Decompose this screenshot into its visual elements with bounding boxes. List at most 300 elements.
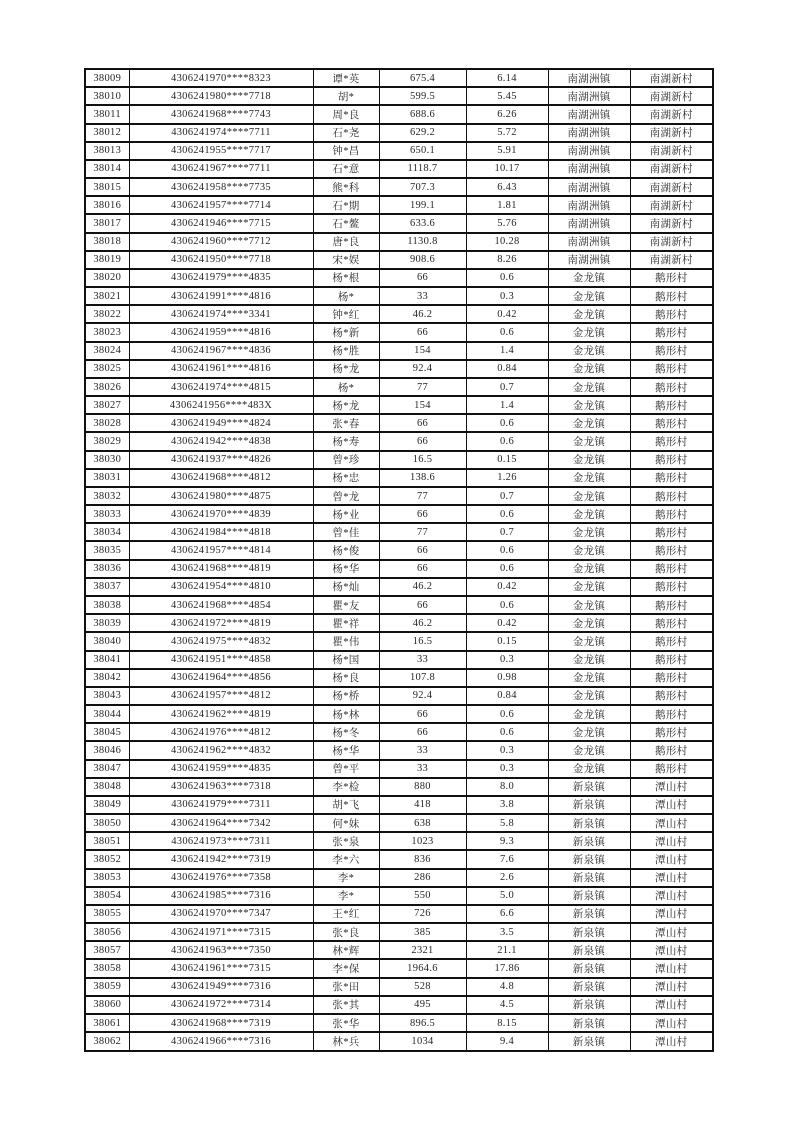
id-number-cell: 4306241949****4824	[129, 414, 313, 432]
name-cell: 谭*英	[313, 69, 379, 87]
name-cell: 杨*桥	[313, 687, 379, 705]
serial-number-cell: 38037	[85, 578, 129, 596]
name-cell: 杨*业	[313, 505, 379, 523]
table-row	[85, 614, 713, 632]
town-cell: 金龙镇	[548, 287, 630, 305]
serial-number-cell: 38040	[85, 632, 129, 650]
town-cell: 金龙镇	[548, 305, 630, 323]
town-cell: 南湖洲镇	[548, 178, 630, 196]
area-cell: 0.6	[466, 705, 548, 723]
serial-number-cell: 38016	[85, 196, 129, 214]
table-row	[85, 342, 713, 360]
amount-cell: 550	[379, 887, 466, 905]
name-cell: 石*尧	[313, 124, 379, 142]
id-number-cell: 4306241966****7316	[129, 1032, 313, 1051]
area-cell: 0.42	[466, 578, 548, 596]
id-number-cell: 4306241957****4812	[129, 687, 313, 705]
amount-cell: 599.5	[379, 87, 466, 105]
id-number-cell: 4306241964****7342	[129, 814, 313, 832]
town-cell: 金龙镇	[548, 432, 630, 450]
area-cell: 8.26	[466, 251, 548, 269]
id-number-cell: 4306241979****7311	[129, 796, 313, 814]
area-cell: 0.6	[466, 596, 548, 614]
id-number-cell: 4306241980****7718	[129, 87, 313, 105]
name-cell: 杨*俊	[313, 541, 379, 559]
town-cell: 南湖洲镇	[548, 196, 630, 214]
table-row	[85, 596, 713, 614]
serial-number-cell: 38032	[85, 487, 129, 505]
amount-cell: 495	[379, 996, 466, 1014]
town-cell: 金龙镇	[548, 269, 630, 287]
name-cell: 杨*寿	[313, 432, 379, 450]
id-number-cell: 4306241970****7347	[129, 905, 313, 923]
amount-cell: 46.2	[379, 305, 466, 323]
name-cell: 王*红	[313, 905, 379, 923]
amount-cell: 1964.6	[379, 959, 466, 977]
amount-cell: 154	[379, 342, 466, 360]
table-row	[85, 687, 713, 705]
village-cell: 鹅形村	[630, 705, 713, 723]
serial-number-cell: 38025	[85, 360, 129, 378]
village-cell: 潭山村	[630, 887, 713, 905]
serial-number-cell: 38051	[85, 832, 129, 850]
town-cell: 新泉镇	[548, 869, 630, 887]
id-number-cell: 4306241942****7319	[129, 850, 313, 868]
amount-cell: 688.6	[379, 105, 466, 123]
table-row	[85, 996, 713, 1014]
name-cell: 杨*冬	[313, 723, 379, 741]
name-cell: 石*期	[313, 196, 379, 214]
village-cell: 鹅形村	[630, 523, 713, 541]
village-cell: 潭山村	[630, 869, 713, 887]
town-cell: 金龙镇	[548, 741, 630, 759]
village-cell: 鹅形村	[630, 432, 713, 450]
serial-number-cell: 38019	[85, 251, 129, 269]
id-number-cell: 4306241963****7350	[129, 941, 313, 959]
serial-number-cell: 38061	[85, 1014, 129, 1032]
serial-number-cell: 38010	[85, 87, 129, 105]
id-number-cell: 4306241976****4812	[129, 723, 313, 741]
town-cell: 新泉镇	[548, 832, 630, 850]
name-cell: 杨*龙	[313, 396, 379, 414]
town-cell: 新泉镇	[548, 778, 630, 796]
table-row	[85, 869, 713, 887]
name-cell: 宋*娱	[313, 251, 379, 269]
table-row	[85, 651, 713, 669]
amount-cell: 33	[379, 287, 466, 305]
town-cell: 金龙镇	[548, 505, 630, 523]
town-cell: 新泉镇	[548, 814, 630, 832]
name-cell: 张*华	[313, 1014, 379, 1032]
serial-number-cell: 38058	[85, 959, 129, 977]
table-row	[85, 741, 713, 759]
village-cell: 潭山村	[630, 778, 713, 796]
amount-cell: 66	[379, 560, 466, 578]
area-cell: 8.0	[466, 778, 548, 796]
table-row	[85, 378, 713, 396]
serial-number-cell: 38038	[85, 596, 129, 614]
serial-number-cell: 38062	[85, 1032, 129, 1051]
id-number-cell: 4306241958****7735	[129, 178, 313, 196]
village-cell: 南湖新村	[630, 214, 713, 232]
id-number-cell: 4306241970****4839	[129, 505, 313, 523]
name-cell: 曾*平	[313, 760, 379, 778]
area-cell: 0.3	[466, 651, 548, 669]
serial-number-cell: 38041	[85, 651, 129, 669]
village-cell: 潭山村	[630, 941, 713, 959]
area-cell: 0.6	[466, 723, 548, 741]
name-cell: 杨*华	[313, 741, 379, 759]
serial-number-cell: 38020	[85, 269, 129, 287]
area-cell: 0.6	[466, 560, 548, 578]
serial-number-cell: 38050	[85, 814, 129, 832]
name-cell: 唐*良	[313, 233, 379, 251]
town-cell: 南湖洲镇	[548, 233, 630, 251]
serial-number-cell: 38018	[85, 233, 129, 251]
id-number-cell: 4306241960****7712	[129, 233, 313, 251]
amount-cell: 77	[379, 378, 466, 396]
table-row	[85, 887, 713, 905]
amount-cell: 638	[379, 814, 466, 832]
amount-cell: 33	[379, 741, 466, 759]
amount-cell: 726	[379, 905, 466, 923]
village-cell: 潭山村	[630, 832, 713, 850]
table-row	[85, 978, 713, 996]
serial-number-cell: 38043	[85, 687, 129, 705]
area-cell: 0.6	[466, 432, 548, 450]
town-cell: 金龙镇	[548, 469, 630, 487]
village-cell: 潭山村	[630, 814, 713, 832]
area-cell: 0.7	[466, 487, 548, 505]
area-cell: 5.76	[466, 214, 548, 232]
village-cell: 鹅形村	[630, 487, 713, 505]
village-cell: 鹅形村	[630, 560, 713, 578]
area-cell: 2.6	[466, 869, 548, 887]
serial-number-cell: 38023	[85, 323, 129, 341]
area-cell: 0.3	[466, 741, 548, 759]
town-cell: 金龙镇	[548, 414, 630, 432]
village-cell: 潭山村	[630, 959, 713, 977]
table-row	[85, 178, 713, 196]
amount-cell: 1034	[379, 1032, 466, 1051]
id-number-cell: 4306241974****4815	[129, 378, 313, 396]
area-cell: 6.43	[466, 178, 548, 196]
village-cell: 鹅形村	[630, 505, 713, 523]
name-cell: 杨*国	[313, 651, 379, 669]
name-cell: 李*	[313, 869, 379, 887]
village-cell: 鹅形村	[630, 669, 713, 687]
town-cell: 新泉镇	[548, 796, 630, 814]
id-number-cell: 4306241957****7714	[129, 196, 313, 214]
table-row	[85, 432, 713, 450]
table-row	[85, 251, 713, 269]
subsidy-records-table	[84, 68, 714, 1052]
table-row	[85, 396, 713, 414]
town-cell: 新泉镇	[548, 941, 630, 959]
id-number-cell: 4306241937****4826	[129, 451, 313, 469]
name-cell: 杨*	[313, 378, 379, 396]
area-cell: 0.3	[466, 760, 548, 778]
amount-cell: 528	[379, 978, 466, 996]
village-cell: 南湖新村	[630, 69, 713, 87]
area-cell: 1.26	[466, 469, 548, 487]
amount-cell: 633.6	[379, 214, 466, 232]
amount-cell: 33	[379, 760, 466, 778]
amount-cell: 385	[379, 923, 466, 941]
table-row	[85, 959, 713, 977]
table-row	[85, 760, 713, 778]
name-cell: 张*田	[313, 978, 379, 996]
village-cell: 鹅形村	[630, 723, 713, 741]
amount-cell: 154	[379, 396, 466, 414]
name-cell: 曾*珍	[313, 451, 379, 469]
village-cell: 鹅形村	[630, 632, 713, 650]
amount-cell: 92.4	[379, 360, 466, 378]
table-row	[85, 360, 713, 378]
amount-cell: 418	[379, 796, 466, 814]
table-row	[85, 632, 713, 650]
town-cell: 新泉镇	[548, 923, 630, 941]
id-number-cell: 4306241967****7711	[129, 160, 313, 178]
amount-cell: 199.1	[379, 196, 466, 214]
amount-cell: 66	[379, 323, 466, 341]
town-cell: 南湖洲镇	[548, 105, 630, 123]
town-cell: 金龙镇	[548, 669, 630, 687]
table-row	[85, 69, 713, 87]
name-cell: 瞿*友	[313, 596, 379, 614]
area-cell: 0.3	[466, 287, 548, 305]
serial-number-cell: 38055	[85, 905, 129, 923]
amount-cell: 92.4	[379, 687, 466, 705]
id-number-cell: 4306241968****4819	[129, 560, 313, 578]
serial-number-cell: 38027	[85, 396, 129, 414]
amount-cell: 880	[379, 778, 466, 796]
village-cell: 潭山村	[630, 1032, 713, 1051]
amount-cell: 66	[379, 432, 466, 450]
id-number-cell: 4306241975****4832	[129, 632, 313, 650]
table-row	[85, 160, 713, 178]
village-cell: 鹅形村	[630, 378, 713, 396]
village-cell: 鹅形村	[630, 414, 713, 432]
area-cell: 5.0	[466, 887, 548, 905]
village-cell: 潭山村	[630, 978, 713, 996]
id-number-cell: 4306241985****7316	[129, 887, 313, 905]
town-cell: 新泉镇	[548, 978, 630, 996]
amount-cell: 33	[379, 651, 466, 669]
area-cell: 0.84	[466, 360, 548, 378]
serial-number-cell: 38056	[85, 923, 129, 941]
area-cell: 0.98	[466, 669, 548, 687]
name-cell: 瞿*祥	[313, 614, 379, 632]
table-row	[85, 323, 713, 341]
serial-number-cell: 38029	[85, 432, 129, 450]
amount-cell: 286	[379, 869, 466, 887]
town-cell: 新泉镇	[548, 959, 630, 977]
village-cell: 鹅形村	[630, 760, 713, 778]
village-cell: 南湖新村	[630, 160, 713, 178]
table-row	[85, 832, 713, 850]
serial-number-cell: 38060	[85, 996, 129, 1014]
town-cell: 南湖洲镇	[548, 214, 630, 232]
table-row	[85, 705, 713, 723]
area-cell: 0.7	[466, 523, 548, 541]
town-cell: 新泉镇	[548, 887, 630, 905]
amount-cell: 1118.7	[379, 160, 466, 178]
village-cell: 南湖新村	[630, 178, 713, 196]
id-number-cell: 4306241972****4819	[129, 614, 313, 632]
area-cell: 4.8	[466, 978, 548, 996]
table-row	[85, 505, 713, 523]
id-number-cell: 4306241967****4836	[129, 342, 313, 360]
area-cell: 0.15	[466, 451, 548, 469]
area-cell: 0.7	[466, 378, 548, 396]
table-row	[85, 233, 713, 251]
amount-cell: 16.5	[379, 632, 466, 650]
table-row	[85, 105, 713, 123]
area-cell: 0.15	[466, 632, 548, 650]
area-cell: 17.86	[466, 959, 548, 977]
id-number-cell: 4306241972****7314	[129, 996, 313, 1014]
amount-cell: 66	[379, 705, 466, 723]
table-row	[85, 796, 713, 814]
name-cell: 杨*林	[313, 705, 379, 723]
serial-number-cell: 38022	[85, 305, 129, 323]
town-cell: 金龙镇	[548, 451, 630, 469]
serial-number-cell: 38039	[85, 614, 129, 632]
table-row	[85, 305, 713, 323]
table-row	[85, 196, 713, 214]
town-cell: 金龙镇	[548, 378, 630, 396]
town-cell: 金龙镇	[548, 687, 630, 705]
name-cell: 杨*根	[313, 269, 379, 287]
town-cell: 金龙镇	[548, 342, 630, 360]
town-cell: 金龙镇	[548, 596, 630, 614]
serial-number-cell: 38015	[85, 178, 129, 196]
town-cell: 南湖洲镇	[548, 160, 630, 178]
id-number-cell: 4306241991****4816	[129, 287, 313, 305]
name-cell: 石*鳌	[313, 214, 379, 232]
serial-number-cell: 38042	[85, 669, 129, 687]
id-number-cell: 4306241976****7358	[129, 869, 313, 887]
town-cell: 金龙镇	[548, 760, 630, 778]
area-cell: 5.45	[466, 87, 548, 105]
town-cell: 金龙镇	[548, 705, 630, 723]
id-number-cell: 4306241984****4818	[129, 523, 313, 541]
table-row	[85, 578, 713, 596]
area-cell: 1.4	[466, 396, 548, 414]
town-cell: 金龙镇	[548, 487, 630, 505]
name-cell: 李*	[313, 887, 379, 905]
village-cell: 鹅形村	[630, 541, 713, 559]
town-cell: 金龙镇	[548, 651, 630, 669]
area-cell: 10.28	[466, 233, 548, 251]
area-cell: 4.5	[466, 996, 548, 1014]
serial-number-cell: 38012	[85, 124, 129, 142]
id-number-cell: 4306241951****4858	[129, 651, 313, 669]
amount-cell: 66	[379, 505, 466, 523]
amount-cell: 1130.8	[379, 233, 466, 251]
area-cell: 5.91	[466, 142, 548, 160]
serial-number-cell: 38036	[85, 560, 129, 578]
amount-cell: 896.5	[379, 1014, 466, 1032]
table-row	[85, 669, 713, 687]
id-number-cell: 4306241955****7717	[129, 142, 313, 160]
town-cell: 金龙镇	[548, 723, 630, 741]
area-cell: 9.3	[466, 832, 548, 850]
area-cell: 21.1	[466, 941, 548, 959]
id-number-cell: 4306241968****4812	[129, 469, 313, 487]
name-cell: 李*保	[313, 959, 379, 977]
serial-number-cell: 38021	[85, 287, 129, 305]
amount-cell: 46.2	[379, 614, 466, 632]
name-cell: 瞿*伟	[313, 632, 379, 650]
serial-number-cell: 38024	[85, 342, 129, 360]
name-cell: 熊*科	[313, 178, 379, 196]
serial-number-cell: 38049	[85, 796, 129, 814]
village-cell: 鹅形村	[630, 469, 713, 487]
amount-cell: 66	[379, 723, 466, 741]
village-cell: 南湖新村	[630, 124, 713, 142]
id-number-cell: 4306241968****7319	[129, 1014, 313, 1032]
table-row	[85, 487, 713, 505]
amount-cell: 46.2	[379, 578, 466, 596]
serial-number-cell: 38045	[85, 723, 129, 741]
village-cell: 潭山村	[630, 923, 713, 941]
area-cell: 0.42	[466, 614, 548, 632]
area-cell: 0.6	[466, 541, 548, 559]
serial-number-cell: 38048	[85, 778, 129, 796]
name-cell: 林*兵	[313, 1032, 379, 1051]
table-row	[85, 269, 713, 287]
village-cell: 鹅形村	[630, 323, 713, 341]
name-cell: 周*良	[313, 105, 379, 123]
id-number-cell: 4306241974****3341	[129, 305, 313, 323]
id-number-cell: 4306241968****7743	[129, 105, 313, 123]
name-cell: 何*妹	[313, 814, 379, 832]
id-number-cell: 4306241979****4835	[129, 269, 313, 287]
table-row	[85, 87, 713, 105]
town-cell: 金龙镇	[548, 523, 630, 541]
village-cell: 鹅形村	[630, 687, 713, 705]
name-cell: 杨*良	[313, 669, 379, 687]
area-cell: 0.6	[466, 269, 548, 287]
id-number-cell: 4306241968****4854	[129, 596, 313, 614]
table-row	[85, 905, 713, 923]
village-cell: 南湖新村	[630, 196, 713, 214]
village-cell: 潭山村	[630, 850, 713, 868]
town-cell: 金龙镇	[548, 632, 630, 650]
village-cell: 南湖新村	[630, 142, 713, 160]
name-cell: 胡*	[313, 87, 379, 105]
table-row	[85, 850, 713, 868]
town-cell: 金龙镇	[548, 541, 630, 559]
village-cell: 鹅形村	[630, 741, 713, 759]
name-cell: 钟*红	[313, 305, 379, 323]
id-number-cell: 4306241950****7718	[129, 251, 313, 269]
name-cell: 曾*龙	[313, 487, 379, 505]
table-row	[85, 778, 713, 796]
village-cell: 鹅形村	[630, 287, 713, 305]
table-row	[85, 469, 713, 487]
area-cell: 0.84	[466, 687, 548, 705]
village-cell: 鹅形村	[630, 651, 713, 669]
amount-cell: 16.5	[379, 451, 466, 469]
area-cell: 3.5	[466, 923, 548, 941]
table-row	[85, 1014, 713, 1032]
serial-number-cell: 38054	[85, 887, 129, 905]
serial-number-cell: 38033	[85, 505, 129, 523]
serial-number-cell: 38014	[85, 160, 129, 178]
